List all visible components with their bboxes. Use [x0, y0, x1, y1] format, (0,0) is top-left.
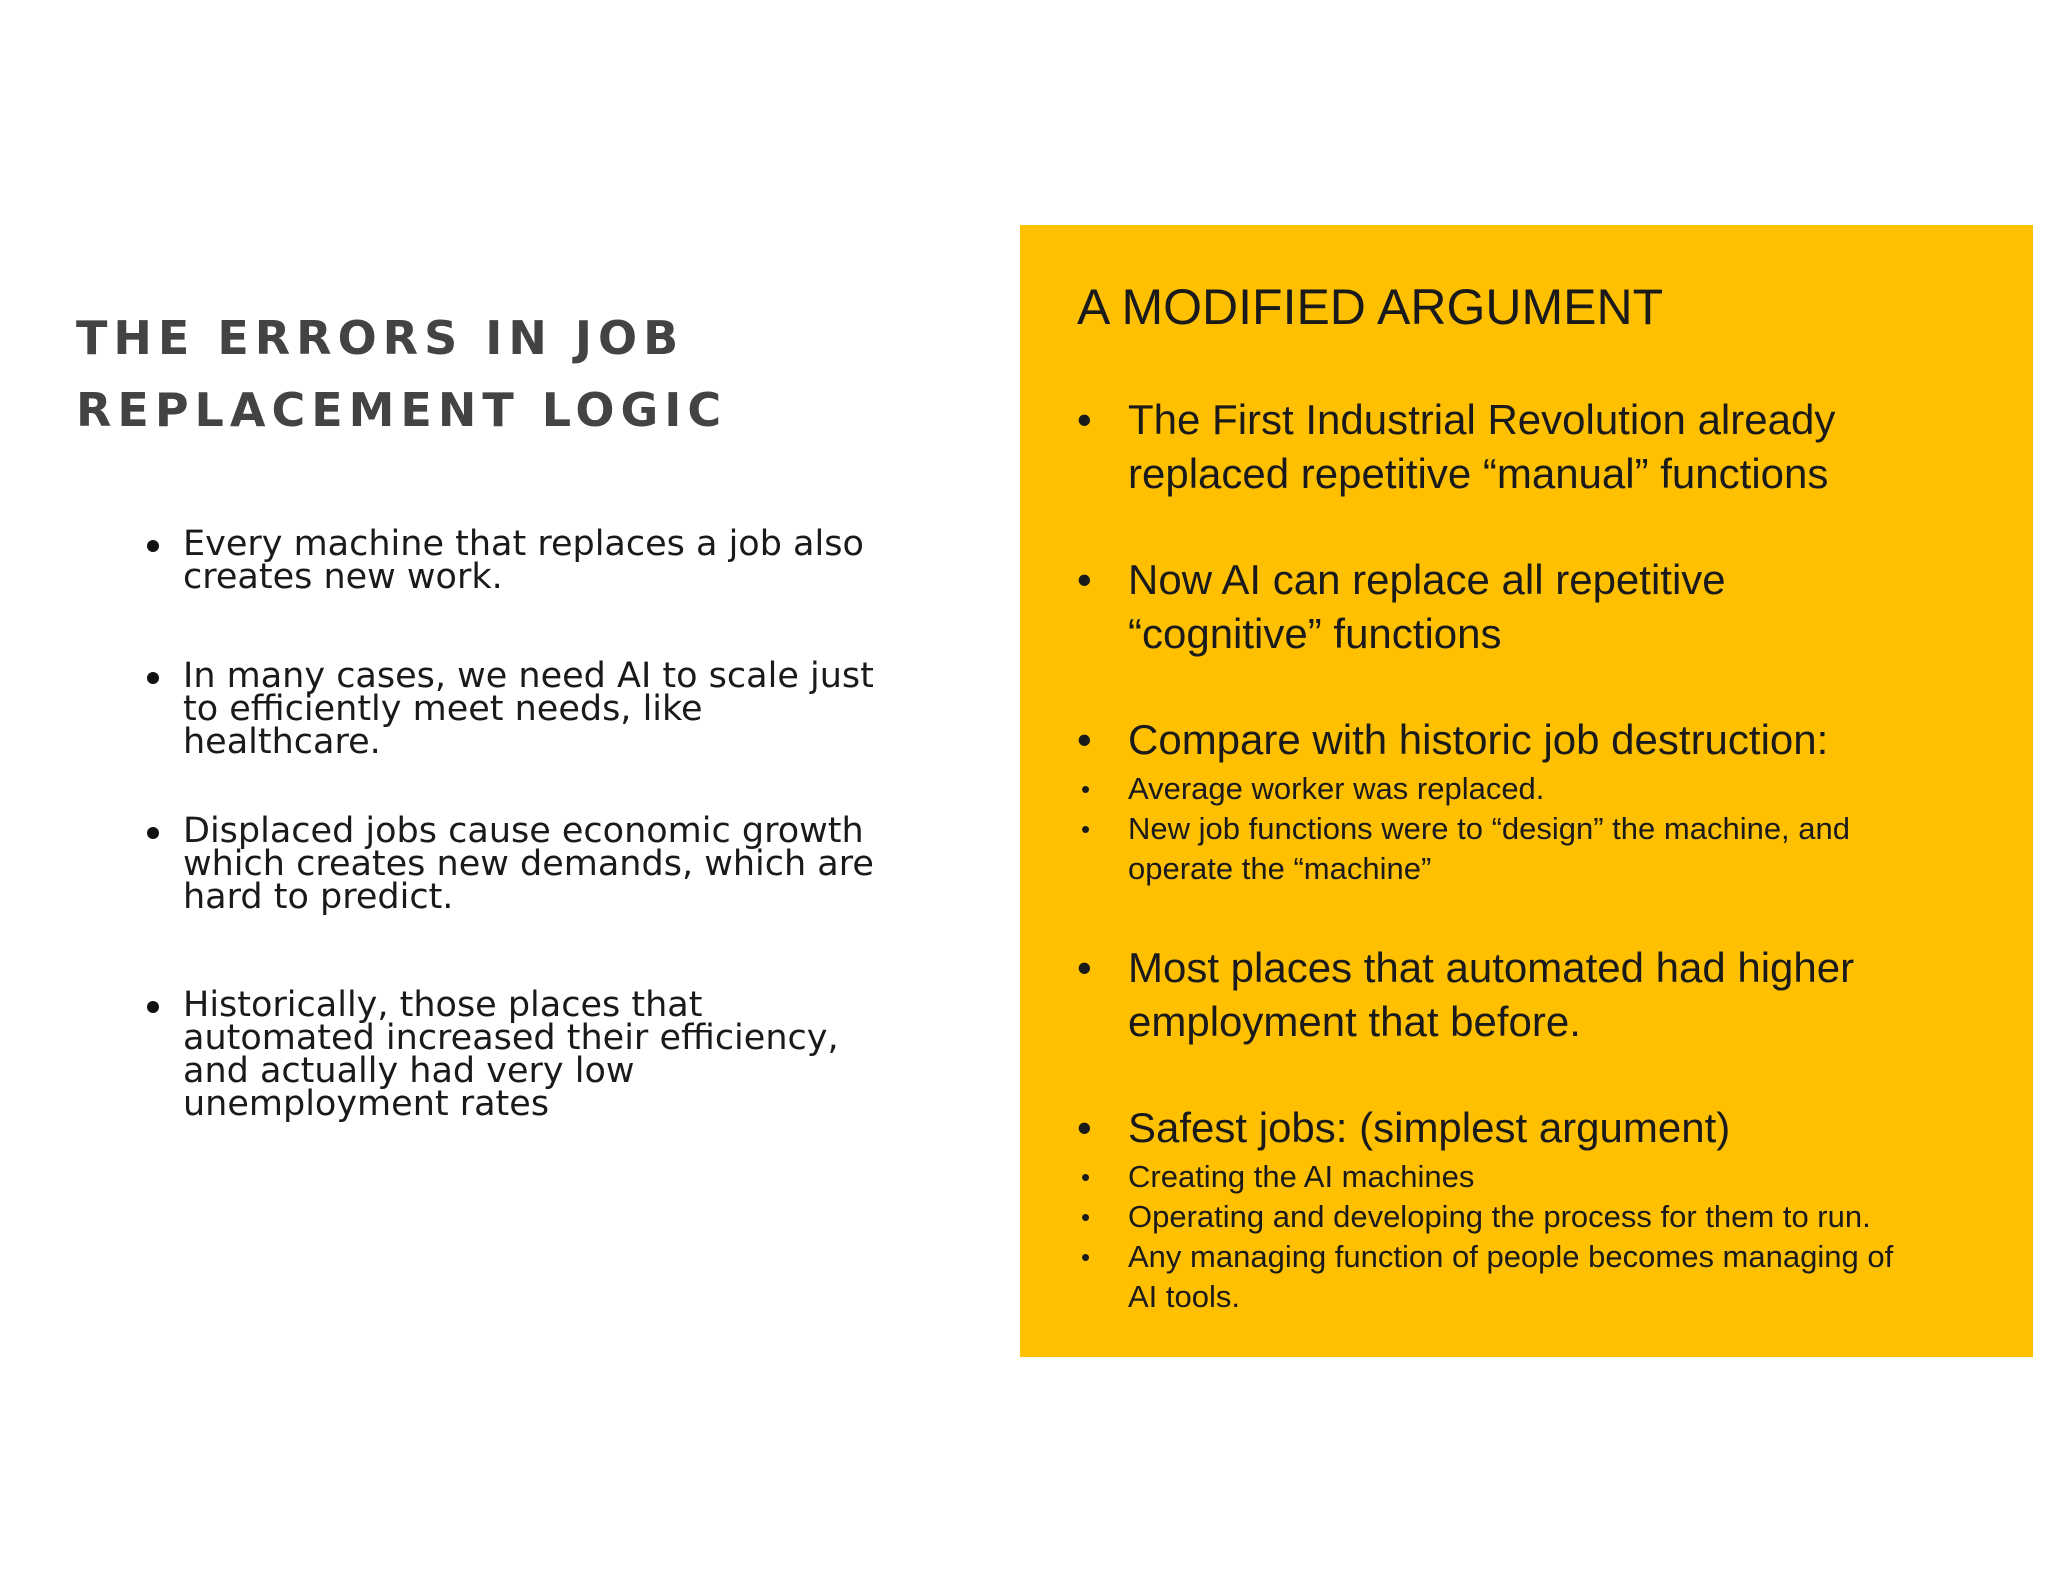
left-bullet-line: hard to predict.	[183, 877, 454, 917]
panel-sub-point	[1077, 809, 2007, 889]
panel-sub-point-line: New job functions were to “design” the machine, and	[1128, 811, 1851, 846]
panel-point	[1077, 393, 2007, 501]
panel-bullet-list	[1077, 393, 2007, 1317]
left-bullet-item	[145, 524, 905, 597]
panel-point	[1077, 941, 2007, 1049]
left-bullet-line: and actually had very low	[183, 1051, 635, 1091]
panel-point	[1077, 713, 2007, 767]
left-bullet-item	[145, 656, 905, 762]
left-bullet-line: healthcare.	[183, 722, 381, 762]
panel-sub-point	[1077, 769, 2007, 809]
bullet-dot-icon	[147, 672, 159, 684]
left-bullet-item	[145, 985, 905, 1124]
left-title-line-2: REPLACEMENT LOGIC	[76, 383, 728, 437]
panel-point-line: Compare with historic job destruction:	[1128, 716, 1829, 763]
panel-point-line: Now AI can replace all repetitive	[1128, 556, 1726, 603]
panel-point-line: Safest jobs: (simplest argument)	[1128, 1104, 1731, 1151]
panel-sub-point	[1077, 1197, 2007, 1237]
panel-sub-point-line: Operating and developing the process for them to run.	[1128, 1199, 1871, 1234]
left-bullet-line: creates new work.	[183, 557, 503, 597]
left-bullet-line: Every machine that replaces a job also	[183, 524, 864, 564]
left-bullet-line: Historically, those places that	[183, 985, 703, 1025]
left-bullet-list	[145, 524, 905, 1124]
bullet-dot-icon	[147, 540, 159, 552]
panel-point-line: employment that before.	[1128, 998, 1581, 1045]
panel-title: A MODIFIED ARGUMENT	[1077, 279, 1664, 335]
panel-sub-point-line: operate the “machine”	[1128, 851, 1432, 886]
bullet-icon: •	[1081, 774, 1091, 804]
bullet-icon: •	[1077, 944, 1092, 991]
bullet-icon: •	[1081, 814, 1091, 844]
left-bullet-line: which creates new demands, which are	[183, 844, 874, 884]
panel-sub-point	[1077, 1157, 2007, 1197]
left-title-line-1: THE ERRORS IN JOB	[76, 311, 685, 365]
left-bullet-line: In many cases, we need AI to scale just	[183, 656, 874, 696]
left-bullet-line: automated increased their efficiency,	[183, 1018, 839, 1058]
left-bullet-line: Displaced jobs cause economic growth	[183, 811, 864, 851]
panel-point-line: The First Industrial Revolution already	[1128, 396, 1836, 443]
bullet-icon: •	[1077, 556, 1092, 603]
panel-sub-point	[1077, 1237, 2007, 1317]
bullet-dot-icon	[147, 1001, 159, 1013]
left-bullet-line: unemployment rates	[183, 1084, 550, 1124]
left-bullet-line: to efficiently meet needs, like	[183, 689, 703, 729]
panel-point	[1077, 1101, 2007, 1155]
left-title	[76, 302, 836, 446]
bullet-dot-icon	[147, 827, 159, 839]
left-bullet-item	[145, 811, 905, 917]
bullet-icon: •	[1077, 716, 1092, 763]
bullet-icon: •	[1081, 1162, 1091, 1192]
panel-sub-point-line: AI tools.	[1128, 1279, 1240, 1314]
bullet-icon: •	[1081, 1202, 1091, 1232]
panel-point	[1077, 553, 2007, 661]
panel-sub-point-line: Creating the AI machines	[1128, 1159, 1475, 1194]
panel-point-line: replaced repetitive “manual” functions	[1128, 450, 1829, 497]
panel-sub-point-line: Any managing function of people becomes managing of	[1128, 1239, 1894, 1274]
bullet-icon: •	[1077, 1104, 1092, 1151]
panel-point-line: Most places that automated had higher	[1128, 944, 1855, 991]
panel-point-line: “cognitive” functions	[1128, 610, 1502, 657]
bullet-icon: •	[1077, 396, 1092, 443]
modified-argument-panel	[1020, 225, 2033, 1357]
panel-sub-point-line: Average worker was replaced.	[1128, 771, 1545, 806]
bullet-icon: •	[1081, 1242, 1091, 1272]
